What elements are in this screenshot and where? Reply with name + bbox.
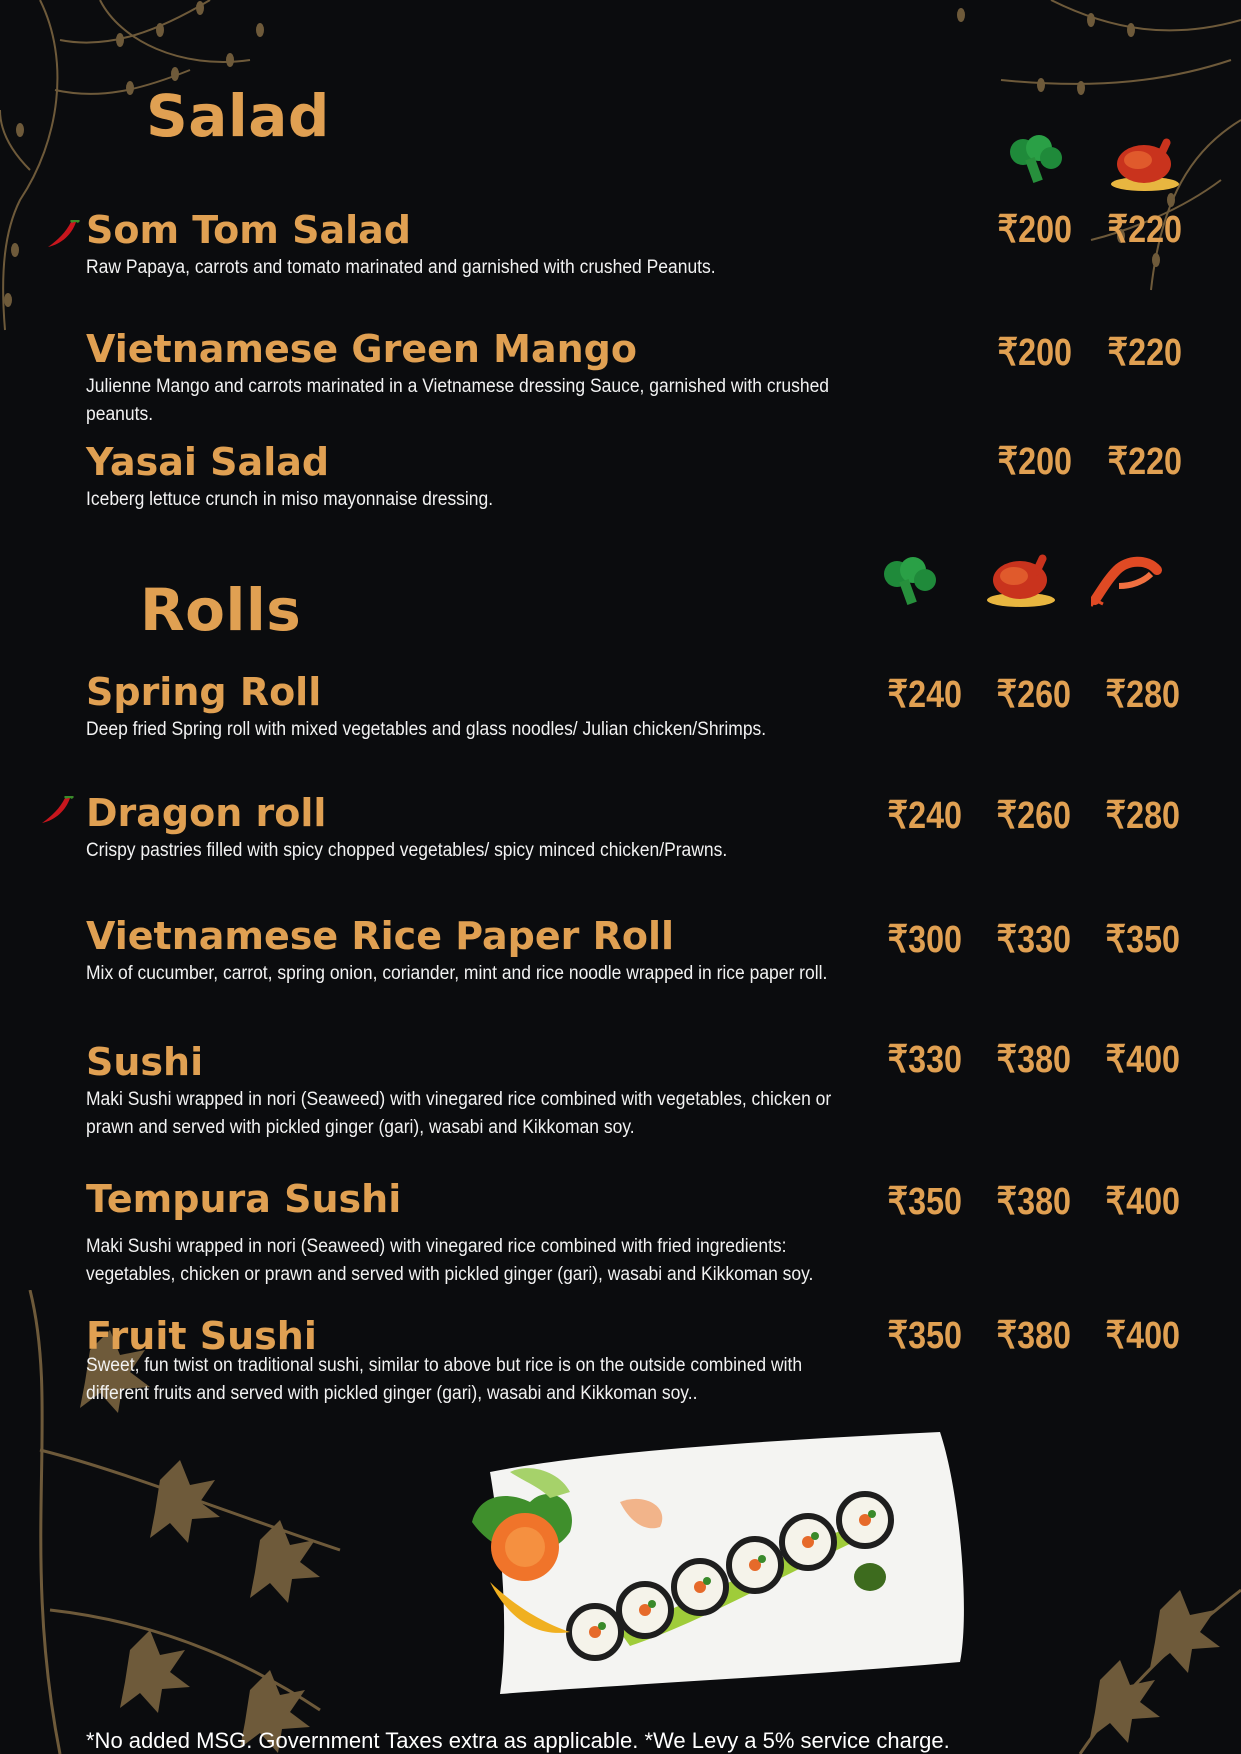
sushi-plate-image	[470, 1432, 970, 1694]
item-name: Tempura Sushi	[86, 1177, 402, 1221]
price-shrimp: ₹400	[1105, 1315, 1180, 1357]
item-description: Iceberg lettuce crunch in miso mayonnaise dressing.	[86, 489, 494, 510]
price-chicken: ₹260	[996, 674, 1071, 716]
item-name: Vietnamese Green Mango	[86, 327, 637, 371]
price-shrimp: ₹400	[1105, 1039, 1180, 1081]
item-description: Raw Papaya, carrots and tomato marinated and garnished with crushed Peanuts.	[86, 257, 716, 278]
section-title-salad: Salad	[146, 82, 330, 150]
price-chicken: ₹330	[996, 919, 1071, 961]
broccoli-icon	[877, 556, 941, 608]
footer-note: *No added MSG. Government Taxes extra as applicable. *We Levy a 5% service charge.	[86, 1728, 950, 1753]
leaf-decoration-bottom-right	[1040, 1550, 1241, 1754]
item-name: Som Tom Salad	[86, 208, 411, 252]
price-shrimp: ₹280	[1105, 674, 1180, 716]
item-name: Sushi	[86, 1040, 204, 1084]
price-veg: ₹200	[997, 209, 1072, 251]
price-chicken: ₹380	[996, 1039, 1071, 1081]
shrimp-icon	[1091, 556, 1163, 608]
chili-icon	[40, 796, 74, 826]
price-shrimp: ₹350	[1105, 919, 1180, 961]
item-name: Fruit Sushi	[86, 1314, 317, 1358]
price-chicken: ₹260	[996, 795, 1071, 837]
price-chicken: ₹380	[996, 1315, 1071, 1357]
chicken-icon	[1108, 128, 1182, 194]
price-chicken: ₹220	[1107, 209, 1182, 251]
price-veg: ₹300	[887, 919, 962, 961]
item-description: Mix of cucumber, carrot, spring onion, coriander, mint and rice noodle wrapped in rice paper roll.	[86, 963, 828, 984]
item-description: Maki Sushi wrapped in nori (Seaweed) with vinegared rice combined with fried ingredients: vegetables, chicken or prawn and served with pickled ginger (gari), wasabi and Kikkoman soy.	[86, 1236, 814, 1285]
chili-icon	[46, 220, 80, 250]
price-shrimp: ₹400	[1105, 1181, 1180, 1223]
item-name: Yasai Salad	[86, 440, 330, 484]
price-veg: ₹240	[887, 674, 962, 716]
branch-decoration-top-left	[0, 0, 300, 360]
price-veg: ₹350	[887, 1315, 962, 1357]
item-description: Julienne Mango and carrots marinated in a Vietnamese dressing Sauce, garnished with crushed peanuts.	[86, 376, 830, 425]
price-veg: ₹350	[887, 1181, 962, 1223]
price-chicken: ₹220	[1107, 441, 1182, 483]
price-veg: ₹330	[887, 1039, 962, 1081]
price-shrimp: ₹280	[1105, 795, 1180, 837]
price-veg: ₹200	[997, 441, 1072, 483]
price-veg: ₹240	[887, 795, 962, 837]
chicken-icon	[984, 544, 1058, 610]
section-title-rolls: Rolls	[140, 576, 302, 644]
price-veg: ₹200	[997, 332, 1072, 374]
item-description: Sweet, fun twist on traditional sushi, similar to above but rice is on the outside combined with different fruits and served with pickled ginger (gari), wasabi and Kikkoman soy..	[86, 1355, 803, 1404]
item-name: Vietnamese Rice Paper Roll	[86, 914, 675, 958]
item-description: Maki Sushi wrapped in nori (Seaweed) with vinegared rice combined with vegetables, chicken or prawn and served with pickled ginger (gari), wasabi and Kikkoman soy.	[86, 1089, 832, 1138]
item-description: Crispy pastries filled with spicy chopped vegetables/ spicy minced chicken/Prawns.	[86, 840, 728, 861]
item-name: Dragon roll	[86, 791, 327, 835]
item-description: Deep fried Spring roll with mixed vegetables and glass noodles/ Julian chicken/Shrimps.	[86, 719, 767, 740]
broccoli-icon	[1003, 134, 1067, 186]
price-chicken: ₹380	[996, 1181, 1071, 1223]
item-name: Spring Roll	[86, 670, 322, 714]
price-chicken: ₹220	[1107, 332, 1182, 374]
